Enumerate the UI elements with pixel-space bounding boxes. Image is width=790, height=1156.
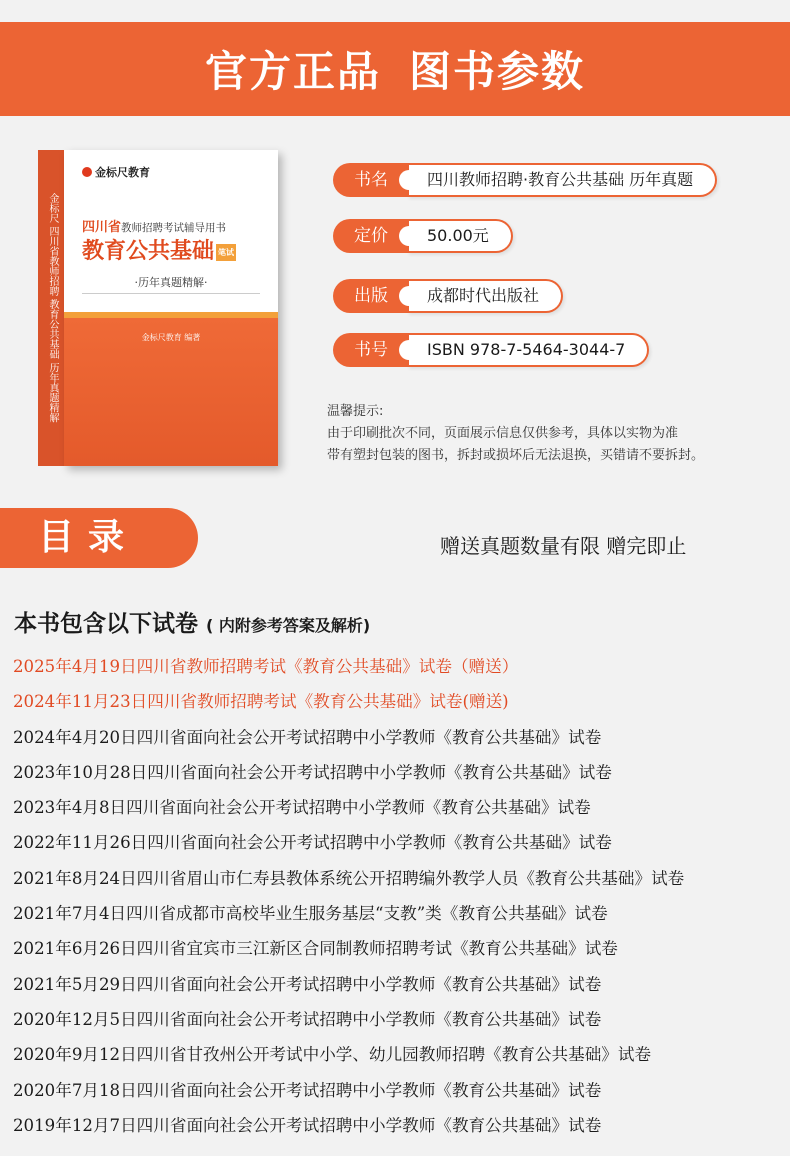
list-item: 2024年11月23日四川省教师招聘考试《教育公共基础》试卷(赠送) bbox=[13, 692, 509, 712]
list-item: 2021年5月29日四川省面向社会公开考试招聘中小学教师《教育公共基础》试卷 bbox=[13, 974, 602, 994]
title-official: 官方正品 bbox=[204, 47, 381, 96]
notice-line: 由于印刷批次不同，页面展示信息仅供参考，具体以实物为准 bbox=[327, 426, 679, 441]
book-lower-panel bbox=[64, 318, 278, 466]
toc-tab: 目录 bbox=[0, 508, 198, 568]
notice-line: 带有塑封包装的图书，拆封或损坏后无法退换，买错请不要拆封。 bbox=[327, 448, 705, 463]
list-item: 2024年4月20日四川省面向社会公开考试招聘中小学教师《教育公共基础》试卷 bbox=[13, 727, 602, 747]
info-price-row bbox=[333, 219, 513, 253]
info-publisher-row bbox=[333, 279, 563, 313]
info-isbn-row bbox=[333, 333, 649, 367]
logo-mark-icon bbox=[82, 167, 92, 177]
contents-heading bbox=[14, 605, 370, 638]
book-title-tag: 笔试 bbox=[216, 244, 236, 261]
book-spine: 金标尺 四川省教师招聘 教育公共基础 历年真题精解 bbox=[38, 150, 66, 466]
notice bbox=[327, 401, 704, 467]
info-value: 50.00元 bbox=[407, 219, 513, 253]
info-label: 出版 bbox=[333, 279, 409, 313]
book-subtitle bbox=[82, 216, 226, 235]
book-series: ·历年真题精解· bbox=[134, 276, 208, 289]
list-item: 2020年7月18日四川省面向社会公开考试招聘中小学教师《教育公共基础》试卷 bbox=[13, 1080, 602, 1100]
notice-title: 温馨提示: bbox=[327, 404, 384, 419]
publisher-logo-text: 金标尺教育 bbox=[95, 166, 150, 179]
publisher-logo bbox=[82, 164, 150, 180]
list-item: 2021年6月26日四川省宜宾市三江新区合同制教师招聘考试《教育公共基础》试卷 bbox=[13, 939, 618, 959]
list-item: 2025年4月19日四川省教师招聘考试《教育公共基础》试卷（赠送） bbox=[13, 657, 519, 676]
list-item: 2021年7月4日四川省成都市高校毕业生服务基层“支教”类《教育公共基础》试卷 bbox=[13, 904, 608, 924]
list-item: 2022年11月26日四川省面向社会公开考试招聘中小学教师《教育公共基础》试卷 bbox=[13, 833, 612, 853]
list-item: 2021年8月24日四川省眉山市仁寿县教体系统公开招聘编外教学人员《教育公共基础》试卷 bbox=[13, 868, 685, 888]
book-author: 金标尺教育 编著 bbox=[141, 333, 201, 342]
book-cover-image bbox=[38, 150, 288, 470]
info-value: ISBN 978-7-5464-3044-7 bbox=[407, 333, 649, 367]
book-main-title bbox=[82, 234, 236, 265]
book-subtitle-province: 四川省 bbox=[82, 220, 122, 235]
exam-list bbox=[13, 649, 684, 1143]
book-main-title-text: 教育公共基础 bbox=[82, 239, 215, 264]
list-item: 2019年12月7日四川省面向社会公开考试招聘中小学教师《教育公共基础》试卷 bbox=[13, 1115, 602, 1135]
contents-heading-sub: ( 内附参考答案及解析) bbox=[206, 616, 371, 635]
book-front bbox=[64, 150, 278, 466]
promo-note: 赠送真题数量有限 赠完即止 bbox=[440, 534, 687, 558]
contents-heading-text: 本书包含以下试卷 bbox=[14, 611, 198, 637]
list-item: 2020年12月5日四川省面向社会公开考试招聘中小学教师《教育公共基础》试卷 bbox=[13, 1009, 602, 1029]
info-label: 书号 bbox=[333, 333, 409, 367]
info-value: 四川教师招聘·教育公共基础 历年真题 bbox=[407, 163, 717, 197]
book-subtitle-rest: 教师招聘考试辅导用书 bbox=[121, 222, 227, 234]
page-title bbox=[205, 39, 585, 99]
header-banner bbox=[0, 22, 790, 116]
info-value: 成都时代出版社 bbox=[407, 279, 563, 313]
info-label: 书名 bbox=[333, 163, 409, 197]
title-params: 图书参数 bbox=[409, 47, 586, 96]
list-item: 2023年4月8日四川省面向社会公开考试招聘中小学教师《教育公共基础》试卷 bbox=[13, 798, 591, 818]
list-item: 2020年9月12日四川省甘孜州公开考试中小学、幼儿园教师招聘《教育公共基础》试卷 bbox=[13, 1045, 652, 1065]
book-divider bbox=[82, 293, 260, 294]
list-item: 2023年10月28日四川省面向社会公开考试招聘中小学教师《教育公共基础》试卷 bbox=[13, 762, 612, 782]
info-label: 定价 bbox=[333, 219, 409, 253]
info-title-row bbox=[333, 163, 717, 197]
